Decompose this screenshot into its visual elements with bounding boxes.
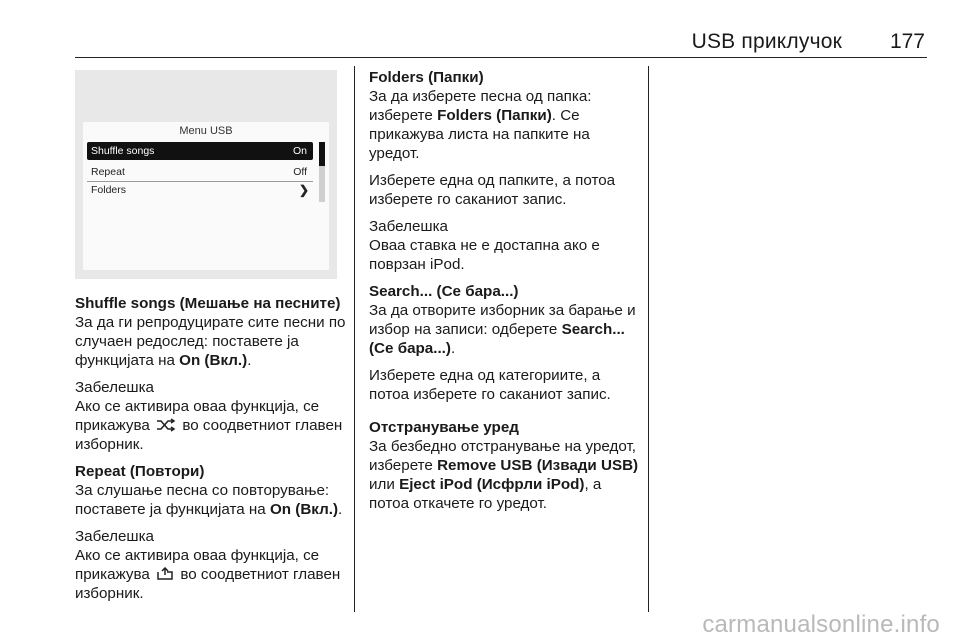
page-title: USB приклучок [691, 30, 842, 53]
menu-item-repeat [87, 163, 313, 182]
shuffle-section [75, 294, 347, 370]
folders-instruction: Изберете една од папките, а потоа изберете го саканиот запис. [369, 172, 616, 208]
note-heading: Забелешка [75, 528, 155, 545]
section-body: За безбедно отстранување на уредот, изберете [369, 438, 637, 474]
chevron-right-icon: ❯ [298, 183, 309, 197]
watermark: carmanualsonline.info [702, 611, 940, 638]
screen-title: Menu USB [179, 125, 233, 137]
section-heading: Search... (Се бара...) [369, 283, 519, 300]
left-column-text [75, 294, 347, 611]
note-text: Ако се активира оваа функција, се прикажува [75, 398, 320, 434]
shuffle-icon [156, 418, 176, 432]
note-text: Ако се активира оваа функција, се прикажува [75, 547, 320, 583]
menu-screen-illustration [75, 70, 337, 279]
page-header [75, 26, 927, 58]
section-body-end: . [450, 340, 456, 357]
section-heading: Folders (Папки) [369, 69, 484, 86]
folders-section [369, 68, 641, 163]
bold-term: Folders (Папки) [437, 107, 552, 124]
menu-item-label: Folders [91, 184, 127, 196]
note-heading: Забелешка [75, 379, 155, 396]
section-heading: Shuffle songs (Мешање на песните) [75, 295, 341, 312]
menu-item-value: Off [293, 166, 307, 178]
note-heading: Забелешка [369, 218, 449, 235]
bold-term: On (Вкл.) [269, 501, 339, 518]
right-column-text [369, 68, 641, 521]
menu-item-label: Shuffle songs [91, 145, 155, 157]
bold-term: On (Вкл.) [179, 352, 248, 369]
bold-term: Search... (Се бара...) [369, 321, 625, 357]
menu-item-shuffle-songs [87, 142, 313, 160]
repeat-section [75, 462, 347, 519]
section-heading: Repeat (Повтори) [75, 463, 205, 480]
note-text: во соодветниот главен изборник. [75, 417, 343, 453]
note-text: во соодветниот главен изборник. [75, 566, 341, 602]
section-heading: Отстранување уред [369, 419, 519, 436]
header-divider [75, 57, 927, 58]
repeat-note [75, 527, 347, 603]
scrollbar [319, 142, 325, 202]
note-text: Оваа ставка не е достапна ако е поврзан iPod. [369, 237, 600, 273]
section-body-end: . [338, 501, 343, 518]
shuffle-note [75, 378, 347, 454]
column-divider-left [354, 66, 355, 612]
menu-item-value: On [292, 145, 307, 157]
section-body: За да ги репродуцирате сите песни по случаен редослед: поставете ја функцијата на [75, 314, 346, 369]
section-body: За да отворите изборник за барање и избор на записи: одберете [369, 302, 636, 338]
menu-item-folders [87, 181, 313, 199]
repeat-icon [156, 567, 174, 581]
page-number: 177 [889, 30, 925, 53]
menu-screen [83, 122, 329, 270]
section-body: или [369, 476, 400, 493]
column-divider-right [648, 66, 649, 612]
search-instruction: Изберете една од категориите, а потоа изберете го саканиот запис. [369, 367, 611, 403]
folders-note [369, 217, 641, 274]
bold-term: Eject iPod (Исфрли iPod) [399, 476, 585, 493]
section-body-end: . [247, 352, 252, 369]
bold-term: Remove USB (Извади USB) [437, 457, 639, 474]
search-section [369, 282, 641, 358]
section-body: За да изберете песна од папка: изберете [369, 88, 592, 124]
menu-item-label: Repeat [91, 166, 125, 178]
section-body: . Се прикажува листа на папките на уредот. [369, 107, 590, 162]
scroll-thumb [319, 142, 325, 166]
section-body: , а потоа откачете го уредот. [369, 476, 602, 512]
section-body: За слушање песна со повторување: поставете ја функцијата на [75, 482, 330, 518]
remove-device-section [369, 418, 641, 513]
